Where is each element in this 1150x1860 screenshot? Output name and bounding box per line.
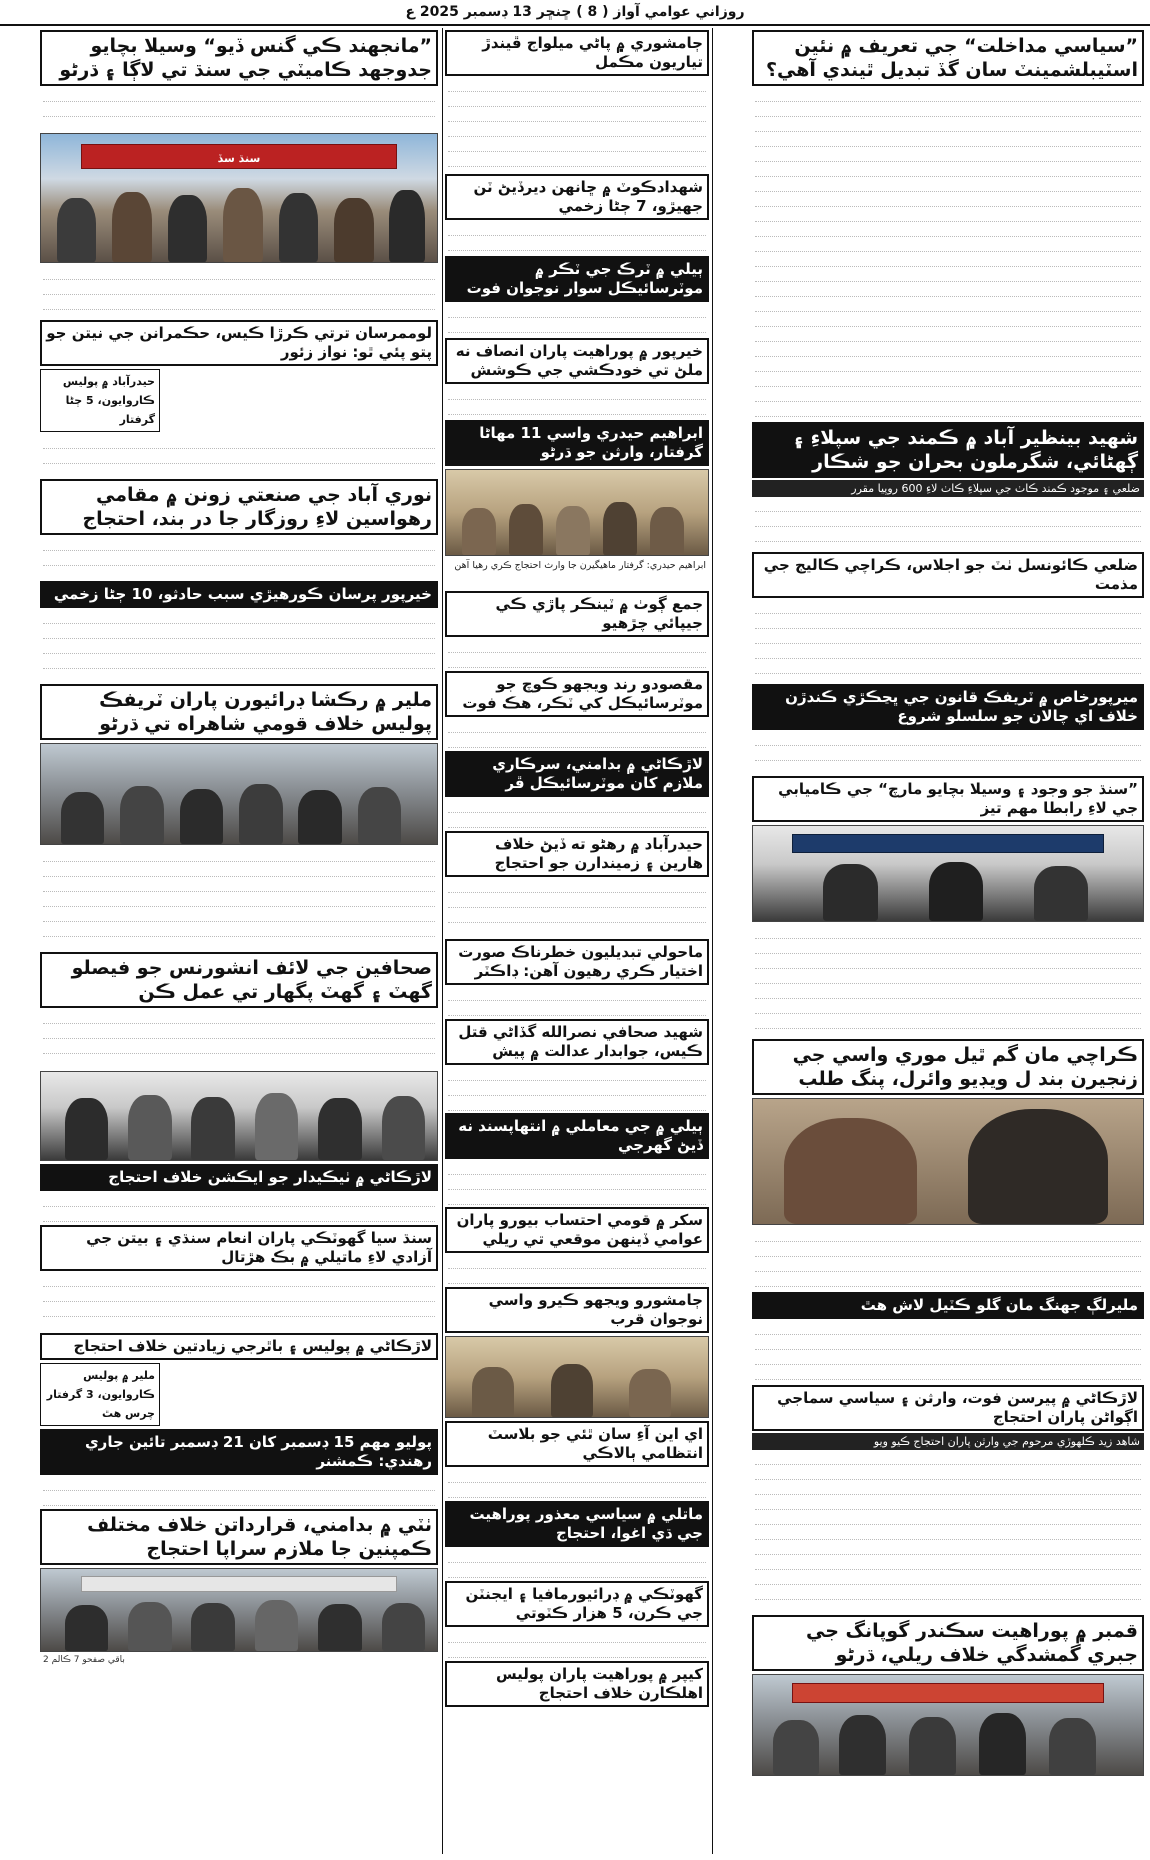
headline: خيرپور پرسان ڪورهيڙي سبب حادثو، 10 ڄڻا زخمي bbox=[40, 581, 438, 608]
left-column bbox=[40, 28, 438, 1854]
rickshaw-protest-photo bbox=[40, 743, 438, 845]
headline: سکر ۾ قومي احتساب بيورو پاران عوامي ڏينهن موقعي تي ريلي bbox=[445, 1207, 709, 1253]
headline: ماتلي ۾ سياسي معذور پوراهيت جي ڌي اغوا، احتجاج bbox=[445, 1501, 709, 1547]
article-body bbox=[445, 1161, 709, 1205]
article-body bbox=[445, 1549, 709, 1579]
headline: ڄامشورو ويجهو ڪيرو واسي نوجوان قرب bbox=[445, 1287, 709, 1333]
employees-protest-photo bbox=[40, 1568, 438, 1652]
headline: مليرلڳ جهنگ مان گلو ڪٽيل لاش هٿ bbox=[752, 1292, 1144, 1319]
article-body bbox=[40, 266, 438, 318]
article-body bbox=[40, 1010, 438, 1068]
headline: لاڙڪاڻي ۾ پيرسن فوت، وارثن ۽ سياسي سماجي اڳواڻن پاران احتجاج bbox=[752, 1385, 1144, 1431]
headline: لوممرسان ترتي ڪرڙا ڪيس، حڪمرانن جي نيتن جو پتو پئي ٿو: نواز زئور bbox=[40, 320, 438, 366]
subheadline: ضلعي ۽ موجود ڪمند ڪاٺ جي سپلاءِ ڪاٺ لاءِ 600 روپيا مقرر bbox=[752, 480, 1144, 497]
news-box: حيدرآباد ۾ پوليس ڪاروايون، 5 ڄڻا گرفتار bbox=[40, 369, 160, 432]
article-body bbox=[40, 610, 438, 682]
headline: ضلعي ڪائونسل ٺٽ جو اجلاس، ڪراچي ڪاليج جي مذمت bbox=[752, 552, 1144, 598]
headline: جمع ڳوٺ ۾ ٽينڪر پاڙي ڪي جيپائي چڙهيو bbox=[445, 591, 709, 637]
headline: خيرپور ۾ پوراهيت پاران انصاف نه ملڻ تي خودڪشي جي ڪوشش bbox=[445, 338, 709, 384]
fishermen-protest-photo bbox=[445, 469, 709, 556]
article-body bbox=[445, 1255, 709, 1285]
headline: ابراهيم حيدري واسي 11 مهاڻا گرفتار، وارثن جو ڌرڻو bbox=[445, 420, 709, 466]
headline: ڄامشوري ۾ پاڻي ميلواج ڦيندڙ تياريون مڪمل bbox=[445, 30, 709, 76]
article-body bbox=[445, 1629, 709, 1659]
headline: شهيد صحافي نصرالله گڏاڻي قتل ڪيس، جوابدار عدالت ۾ پيش bbox=[445, 1019, 709, 1065]
article-body bbox=[445, 304, 709, 336]
headline: ”سنڌ جو وجود ۽ وسيلا بچايو مارچ“ جي ڪاميابي جي لاءِ رابطا مهم تيز bbox=[752, 776, 1144, 822]
press-conference-photo bbox=[752, 825, 1144, 922]
article-body bbox=[445, 799, 709, 829]
article-body bbox=[40, 1193, 438, 1223]
headline: ”مانجهند ڪي گنس ڏيو“ وسيلا بچايو جدوجهد ڪاميٽي جي سنڌ تي لاڳا ۽ ڌرڻو bbox=[40, 30, 438, 86]
article-body bbox=[40, 88, 438, 130]
continued-note: باقي صفحو 7 ڪالم 2 bbox=[43, 1655, 125, 1665]
article-body bbox=[752, 1451, 1144, 1613]
headline: کيپر ۾ پوراهيت پاران پوليس اهلڪارن خلاف احتجاج bbox=[445, 1661, 709, 1707]
headline: سنڌ سيا گهوٽڪي پاران انعام سنڌي ۽ بيتن جي آزادي لاءِ ماتيلي ۾ بڪ هڙتال bbox=[40, 1225, 438, 1271]
headline: ٻيلي ۾ ٽرڪ جي ٽڪر ۾ موٽرسائيڪل سوار نوجوان فوت bbox=[445, 256, 709, 302]
article-body bbox=[752, 1321, 1144, 1383]
headline: ٻيلي ۾ جي معاملي ۾ انتهاپسند نه ڏيڻ گهرجي bbox=[445, 1113, 709, 1159]
headline: ٺٽي ۾ بدامني، قرارداتن خلاف مختلف ڪمپنين جا ملازم سراپا احتجاج bbox=[40, 1509, 438, 1565]
rally-photo bbox=[752, 1674, 1144, 1776]
press-club-photo bbox=[445, 1336, 709, 1418]
headline: حيدرآباد ۾ رهڻو ته ڏيڻ خلاف هارين ۽ زميندارن جو احتجاج bbox=[445, 831, 709, 877]
article-body bbox=[752, 925, 1144, 1037]
article-body bbox=[445, 78, 709, 172]
article-body bbox=[752, 1228, 1144, 1290]
article-body bbox=[40, 1273, 438, 1331]
journalists-photo bbox=[40, 1071, 438, 1161]
article-body bbox=[752, 600, 1144, 682]
article-body bbox=[40, 537, 438, 579]
article-body bbox=[752, 498, 1144, 550]
headline: ملير ۾ رڪشا ڊرائيورن پاران ٽريفڪ پوليس خلاف قومي شاهراه تي ڌرڻو bbox=[40, 684, 438, 740]
article-body bbox=[445, 639, 709, 669]
article-body bbox=[40, 848, 438, 950]
headline: لاڙڪاڻي ۾ ٺيڪيدار جو ايڪشن خلاف احتجاج bbox=[40, 1164, 438, 1191]
photo-caption: ابراهيم حيدري: گرفتار ماهيگيرن جا وارث احتجاج ڪري رهيا آهن bbox=[454, 560, 706, 571]
headline: قمبر ۾ پوراهيت سڪندر گوپانگ جي جبري گمشدگي خلاف ريلي، ڌرڻو bbox=[752, 1615, 1144, 1671]
article-body bbox=[445, 987, 709, 1017]
headline: شهيد بينظير آباد ۾ ڪمند جي سپلاءِ ۽ ڳهڻائي، شگرملون بحران جو شڪار bbox=[752, 422, 1144, 478]
headline: ميرپورخاص ۾ ٽريفڪ قانون جي ڀڃڪڙي ڪندڙن خلاف اي چالان جو سلسلو شروع bbox=[752, 684, 1144, 730]
article-body bbox=[40, 1477, 438, 1507]
banner-text: سنڌ سڏ bbox=[217, 152, 261, 166]
headline: ”سياسي مداخلت“ جي تعريف ۾ نئين اسٽيبلشمينٽ سان گڏ تبديل ٿيندي آهي؟ bbox=[752, 30, 1144, 86]
headline: پوليو مهم 15 ڊسمبر کان 21 ڊسمبر تائين جاري رهندي: ڪمشنر bbox=[40, 1429, 438, 1475]
portrait-photos bbox=[752, 1098, 1144, 1225]
headline: صحافين جي لائف انشورنس جو فيصلو گهٽ ۽ گهٽ پگهار تي عمل ڪن bbox=[40, 952, 438, 1008]
article-body bbox=[445, 1469, 709, 1499]
article-body bbox=[40, 435, 438, 477]
article-body bbox=[445, 222, 709, 254]
headline: ماحولي تبديليون خطرناڪ صورت اختيار ڪري رهيون آهن: ڊاڪٽر bbox=[445, 939, 709, 985]
headline: مقصودو رند ويجهو ڪوچ جو موٽرسائيڪل کي ٽڪر، هڪ فوت bbox=[445, 671, 709, 717]
headline: شهدادڪوٽ ۾ ڇانهن ديرڏيڻ ٽن جهيڙو، 7 ڄڻا زخمي bbox=[445, 174, 709, 220]
headline: نوري آباد جي صنعتي زونن ۾ مقامي رهواسين لاءِ روزگار جا در بند، احتجاج bbox=[40, 479, 438, 535]
headline: ڪراچي مان گم ٿيل موري واسي جي زنجيرن بند ل ويڊيو وائرل، پنگ طلب bbox=[752, 1039, 1144, 1095]
headline: گهوٽڪي ۾ ڊرائيورمافيا ۽ ايجنٽن جي ڪرن، 5 هزار ڪٽوتي bbox=[445, 1581, 709, 1627]
masthead: روزاني عوامي آواز ( 8 ) ڇنڇر 13 ڊسمبر 2025 ع bbox=[0, 0, 1150, 26]
subheadline: شاهد زيد ڪلهوڙي مرحوم جي وارثن پاران احتجاج ڪيو ويو bbox=[752, 1433, 1144, 1450]
headline: اي اين آءِ سان ٿئي جو بلاسٽ انتظامي ٻالاڪي bbox=[445, 1421, 709, 1467]
article-body bbox=[445, 719, 709, 749]
article-body bbox=[445, 879, 709, 937]
headline: لاڙڪاڻي ۾ پوليس ۽ باٿرجي زيادتين خلاف احتجاج bbox=[40, 1333, 438, 1360]
news-box: ملير ۾ پوليس ڪاروايون، 3 گرفتار چرس هٿ bbox=[40, 1363, 160, 1426]
right-column bbox=[752, 28, 1144, 1854]
article-body bbox=[752, 88, 1144, 420]
headline: لاڙڪاڻي ۾ بدامني، سرڪاري ملازم کان موٽرسائيڪل ڦر bbox=[445, 751, 709, 797]
article-body bbox=[445, 1067, 709, 1111]
column-divider bbox=[442, 28, 443, 1854]
article-body bbox=[752, 732, 1144, 774]
protest-rally-photo bbox=[40, 133, 438, 263]
article-body bbox=[445, 386, 709, 418]
column-divider bbox=[712, 28, 713, 1854]
middle-column bbox=[445, 28, 709, 1854]
